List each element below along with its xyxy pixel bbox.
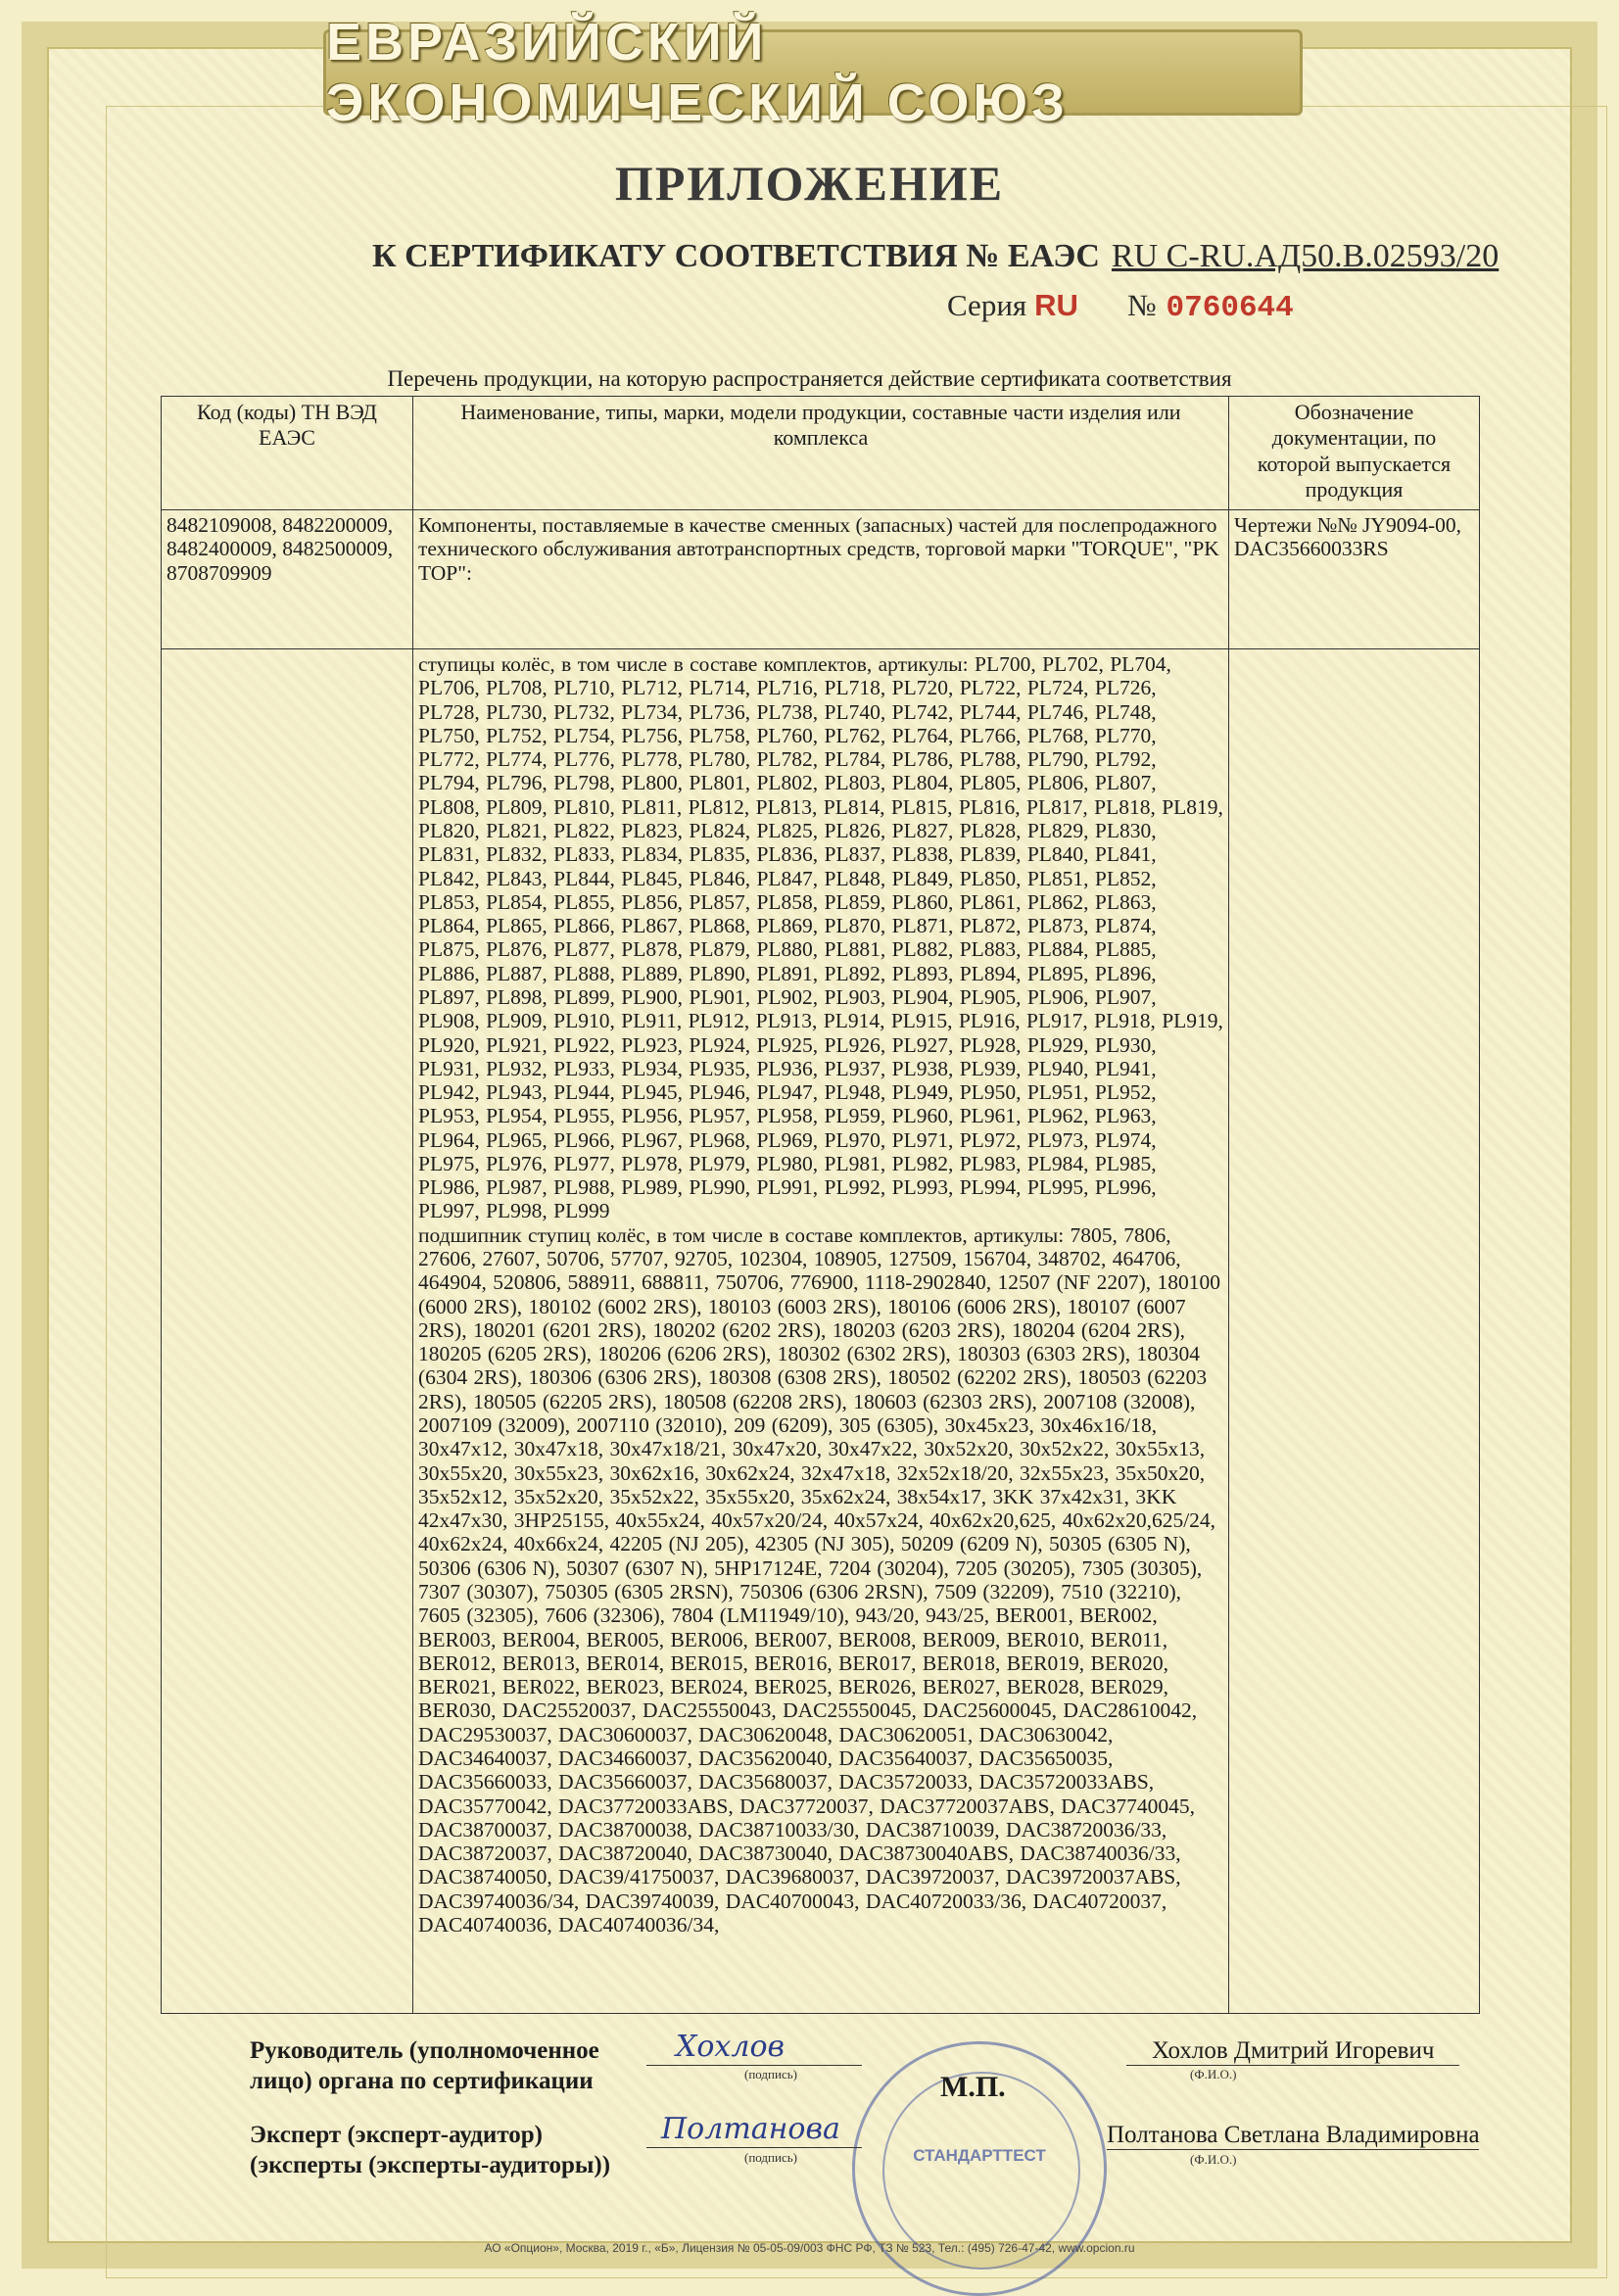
signature-line [646,2065,862,2066]
certificate-subtitle [372,238,1499,275]
cell-components-description: Компоненты, поставляемые в качестве сменных (запасных) частей для послепродажного технического обслуживания автотранспортных средств, торговой марки "TORQUE", "PK TOP": [413,510,1229,649]
head-signature: Хохлов [676,2030,785,2064]
bearing-articles: подшипник ступиц колёс, в том числе в составе комплектов, артикулы: 7805, 7806, 27606, 27607, 50706, 57707, 92705, 102304, 108905, 127509, 156704, 348702, 464706, 464904, 520806, 588911, 688811, 750706, 776900, 1118-2902840, 12507 (NF 2207), 180100 (6000 2RS), 180102 (6002 2RS), 180103 (6003 2RS), 180106 (6006 2RS), 180107 (6007 2RS), 180201 (6201 2RS), 180202 (6202 2RS), 180203 (6203 2RS), 180204 (6204 2RS), 180205 (6205 2RS), 180206 (6206 2RS), 180302 (6302 2RS), 180303 (6303 2RS), 180304 (6304 2RS), 180306 (6306 2RS), 180308 (6308 2RS), 180502 (62202 2RS), 180503 (62203 2RS), 180505 (62205 2RS), 180508 (62208 2RS), 180603 (62303 2RS), 2007108 (32008), 2007109 (32009), 2007110 (32010), 209 (6209), 305 (6305), 30x45x23, 30x46x16/18, 30x47x12, 30x47x18, 30x47x18/21, 30x47x20, 30x47x22, 30x52x20, 30x52x22, 30x55x13, 30x55x20, 30x55x23, 30x62x16, 30x62x24, 32x47x18, 32x52x18/20, 32x55x23, 35x50x20, 35x52x12, 35x52x20, 35x52x22, 35x55x20, 35x62x24, 38x54x17, 3KK 37x42x31, 3KK 42x47x30, 3HP25155, 40x55x24, 40x57x20/24, 40x57x24, 40x62x20,625, 40x62x20,625/24, 40x62x24, 40x66x24, 42205 (NJ 205), 42305 (NJ 305), 50209 (6209 N), 50305 (6305 N), 50306 (6306 N), 50307 (6307 N), 5HP17124E, 7204 (30204), 7205 (30205), 7305 (30305), 7307 (30307), 750305 (6305 2RSN), 750306 (6306 2RSN), 7509 (32209), 7510 (32210), 7605 (32305), 7606 (32306), 7804 (LM11949/10), 943/20, 943/25, BER001, BER002, BER003, BER004, BER005, BER006, BER007, BER008, BER009, BER010, BER011, BER012, BER013, BER014, BER015, BER016, BER017, BER018, BER019, BER020, BER021, BER022, BER023, BER024, BER025, BER026, BER027, BER028, BER029, BER030, DAC25520037, DAC25550043, DAC25550045, DAC25600045, DAC28610042, DAC29530037, DAC30600037, DAC30620048, DAC30620051, DAC30630042, DAC34640037, DAC34660037, DAC35620040, DAC35640037, DAC35650035, DAC35660033, DAC35660037, DAC35680037, DAC35720033, DAC35720033ABS, DAC35770042, DAC37720033ABS, DAC37720037, DAC37720037ABS, DAC37740045, DAC38700037, DAC38700038, DAC38710033/30, DAC38710039, DAC38720036/33, DAC38720037, DAC38720040, DAC38730040, DAC38730040ABS, DAC38740036/33, DAC38740050, DAC39/41750037, DAC39680037, DAC39720037, DAC39720037ABS, DAC39740036/34, DAC39740039, DAC40700043, DAC40720033/36, DAC40720037, DAC40740036, DAC40740036/34, [418,1222,1221,1937]
certificate-number: RU C-RU.АД50.В.02593/20 [1111,238,1500,274]
head-label: Руководитель (уполномоченное лицо) органа по сертификации [250,2037,599,2095]
subtitle-prefix: К СЕРТИФИКАТУ СООТВЕТСТВИЯ № ЕАЭС [372,238,1100,274]
table-row [162,510,1480,649]
series-label: Серия [947,288,1027,322]
header-name: Наименование, типы, марки, модели продукции, составные части изделия или комплекса [413,397,1229,510]
table-row [162,649,1480,2014]
number-label: № [1126,288,1157,322]
eaeu-banner: ЕВРАЗИЙСКИЙ ЭКОНОМИЧЕСКИЙ СОЮЗ [323,29,1303,116]
document-title: ПРИЛОЖЕНИЕ [614,156,1005,211]
expert-label: Эксперт (эксперт-аудитор) (эксперты (эксперты-аудиторы)) [250,2122,611,2179]
printer-footer: АО «Опцион», Москва, 2019 г., «Б», Лицензия № 05-05-09/003 ФНС РФ, ТЗ № 523, Тел.: (495) 726-47-42, www.opcion.ru [484,2241,1135,2255]
cell-empty-docs [1229,649,1480,2014]
product-table [161,396,1480,2014]
signature-line [646,2147,862,2148]
signature-caption: (подпись) [744,2067,797,2081]
cell-hs-codes: 8482109008, 8482200009, 8482400009, 8482500009, 8708709909 [162,510,413,649]
cell-product-list [413,649,1229,2014]
head-name: Хохлов Дмитрий Игоревич [1152,2037,1435,2064]
name-line [1107,2149,1479,2150]
table-header-row [162,397,1480,510]
stamp-text: СТАНДАРТТЕСТ [913,2146,1046,2165]
header-docs: Обозначение документации, по которой выпускается продукция [1229,397,1480,510]
seal-place-mark: М.П. [940,2071,1006,2103]
expert-name: Полтанова Светлана Владимировна [1107,2122,1480,2148]
signature-caption: (подпись) [744,2150,797,2165]
cell-empty-code [162,649,413,2014]
fio-caption: (Ф.И.О.) [1190,2152,1237,2167]
fio-caption: (Ф.И.О.) [1190,2067,1237,2081]
product-list-caption: Перечень продукции, на которую распространяется действие сертификата соответствия [387,366,1232,391]
series-value: RU [1034,288,1078,322]
header-code: Код (коды) ТН ВЭД ЕАЭС [162,397,413,510]
cell-documentation: Чертежи №№ JY9094-00, DAC35660033RS [1229,510,1480,649]
series-line [947,288,1294,325]
hub-articles: ступицы колёс, в том числе в составе комплектов, артикулы: PL700, PL702, PL704, PL706, PL708, PL710, PL712, PL714, PL716, PL718, PL720, PL722, PL724, PL726, PL728, PL730, PL732, PL734, PL736, PL738, PL740, PL742, PL744, PL746, PL748, PL750, PL752, PL754, PL756, PL758, PL760, PL762, PL764, PL766, PL768, PL770, PL772, PL774, PL776, PL778, PL780, PL782, PL784, PL786, PL788, PL790, PL792, PL794, PL796, PL798, PL800, PL801, PL802, PL803, PL804, PL805, PL806, PL807, PL808, PL809, PL810, PL811, PL812, PL813, PL814, PL815, PL816, PL817, PL818, PL819, PL820, PL821, PL822, PL823, PL824, PL825, PL826, PL827, PL828, PL829, PL830, PL831, PL832, PL833, PL834, PL835, PL836, PL837, PL838, PL839, PL840, PL841, PL842, PL843, PL844, PL845, PL846, PL847, PL848, PL849, PL850, PL851, PL852, PL853, PL854, PL855, PL856, PL857, PL858, PL859, PL860, PL861, PL862, PL863, PL864, PL865, PL866, PL867, PL868, PL869, PL870, PL871, PL872, PL873, PL874, PL875, PL876, PL877, PL878, PL879, PL880, PL881, PL882, PL883, PL884, PL885, PL886, PL887, PL888, PL889, PL890, PL891, PL892, PL893, PL894, PL895, PL896, PL897, PL898, PL899, PL900, PL901, PL902, PL903, PL904, PL905, PL906, PL907, PL908, PL909, PL910, PL911, PL912, PL913, PL914, PL915, PL916, PL917, PL918, PL919, PL920, PL921, PL922, PL923, PL924, PL925, PL926, PL927, PL928, PL929, PL930, PL931, PL932, PL933, PL934, PL935, PL936, PL937, PL938, PL939, PL940, PL941, PL942, PL943, PL944, PL945, PL946, PL947, PL948, PL949, PL950, PL951, PL952, PL953, PL954, PL955, PL956, PL957, PL958, PL959, PL960, PL961, PL962, PL963, PL964, PL965, PL966, PL967, PL968, PL969, PL970, PL971, PL972, PL973, PL974, PL975, PL976, PL977, PL978, PL979, PL980, PL981, PL982, PL983, PL984, PL985, PL986, PL987, PL988, PL989, PL990, PL991, PL992, PL993, PL994, PL995, PL996, PL997, PL998, PL999 [418,652,1223,1223]
expert-signature: Полтанова [661,2112,840,2146]
name-line [1126,2065,1459,2066]
form-number: 0760644 [1166,291,1294,325]
